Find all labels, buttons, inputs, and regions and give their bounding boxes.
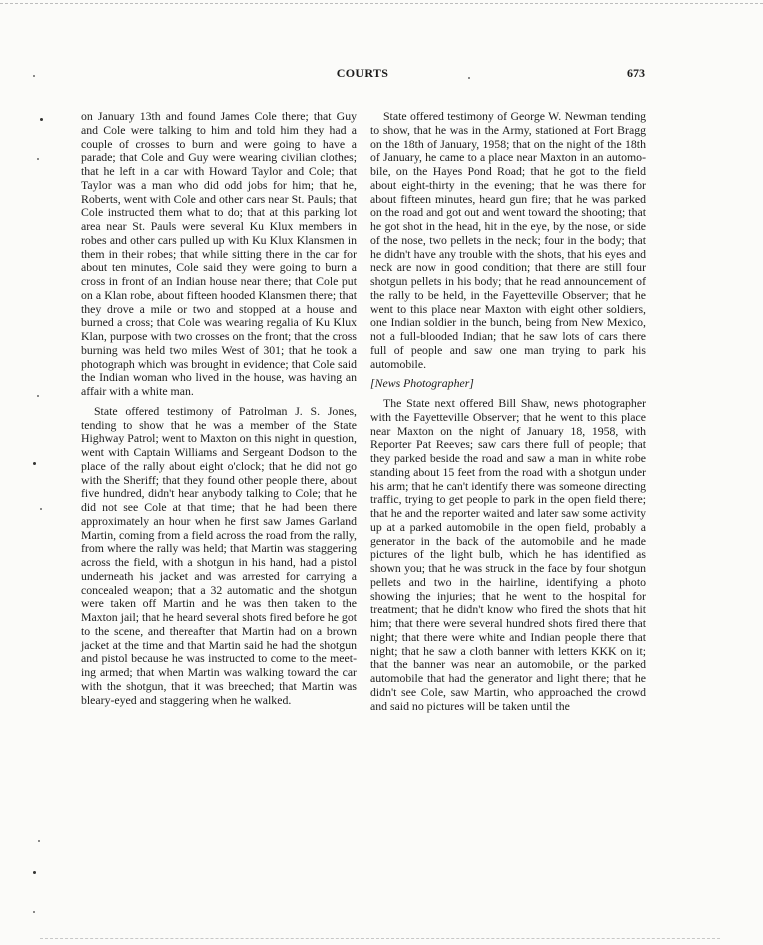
left-paragraph-2: State offered testimony of Patrolman J. S. Jones, tending to show that he was a member of the State Highway Patrol; went to Maxton on this night in question, went with Captain Williams and Sergeant Dodson to the place of the rally about eight o'clock; that he did not go with the Sheriff; that they found other people there, about five hundred, didn't hear anybody talking to Cole; that he did not see Cole at that time; that he had been there approximately an hour when he first saw James Garland Martin, coming from a field across the road from the rally, from where the rally was held; that Martin was staggering across the field, with a shotgun in his hand, had a pistol underneath his jacket and was arrested for carrying a concealed weapon; that a 32 automatic and the shotgun were taken off Martin and he was then taken to the Maxton jail; that he heard several shots fired before he got to the scene, and thereafter that Martin had on a brown jacket at the time and that Martin said he had the shotgun and pistol because he was instructed to come to the meeting armed; that when Martin was walking toward the car with the shotgun, that it was breeched; that Martin was bleary-eyed and staggering when he walked. xyxy=(81,403,357,707)
scan-bottom-edge xyxy=(40,938,720,939)
left-column xyxy=(81,110,357,713)
right-column xyxy=(370,110,646,719)
scan-top-edge xyxy=(0,3,763,4)
margin-speck xyxy=(33,462,36,465)
page-header xyxy=(80,66,645,82)
running-head: COURTS xyxy=(336,66,389,80)
margin-speck xyxy=(33,871,36,874)
margin-speck xyxy=(37,158,39,160)
page-number: 673 xyxy=(627,66,645,80)
margin-speck xyxy=(37,395,39,397)
margin-speck xyxy=(468,77,470,79)
margin-speck xyxy=(33,75,35,77)
margin-speck xyxy=(40,118,43,121)
right-paragraph-1: State offered testimony of George W. Newman tending to show, that he was in the Army, stationed at Fort Bragg on the 18th of January, 1958; that on the night of the 18th of January, he came to a place near Maxton in an automobile, on the Hayes Pond Road; that he got to the field about eight-thirty in the evening; that he was there for about fifteen minutes, heard gun fire; that he was parked on the road and got out and went toward the shooting; that he got shot in the head, hit in the eye, by the nose, or side of the nose, two pellets in the neck; four in the body; that he didn't have any trouble with the shots, that his eyes and neck are now in good condition; that there are still four shotgun pellets in his body; that he read announcement of the rally to be held, in the Fayetteville Observer; that he went to this place near Maxton with eight other soldiers, one Indian soldier in the bunch, being from New Mexico, not a full-blooded Indian; that he saw lots of cars there full of people and saw one man trying to park his automobile. xyxy=(370,109,646,371)
section-subheading: [News Photographer] xyxy=(370,376,474,391)
margin-speck xyxy=(40,508,42,510)
margin-speck xyxy=(38,840,40,842)
left-paragraph-1: on January 13th and found James Cole there; that Guy and Cole were talking to him and told him they had a couple of crosses to burn and were going to have a parade; that Cole and Guy were wearing civilian clothes; that he left in a car with Howard Taylor and Cole; that Taylor was a man who did odd jobs for him; that he, Roberts, went with Cole and other cars near St. Pauls; that Cole instructed them what to do; that at this parking lot area near St. Pauls were several Ku Klux members in robes and other cars pulled up with Ku Klux Klansmen in them in their robes; that while sitting there in the car for about ten minutes, Cole said they were going to burn a cross in front of an Indian house near there; that Cole put on a Klan robe, about fifteen hooded Klansmen there; that they drove a mile or two and stopped at a house and burned a cross; that Cole was wearing regalia of Ku Klux Klan, purpose with two crosses on the front; that the cross burning was held two miles West of 301; that he took a photograph which was brought in evidence; that Cole said the Indian woman who lived in the house, was having an affair with a white man. xyxy=(81,109,357,398)
right-paragraph-2: The State next offered Bill Shaw, news photographer with the Fayetteville Observer; that he went to this place near Maxton on the night of January 18, 1958, with Reporter Pat Reeves; saw cars there full of people; that they parked beside the road and saw a man in white robe standing about 15 feet from the road with a shotgun under his arm; that he can't identify there was someone directing traffic, trying to get people to park in the open field there; that he and the reporter waited and later saw some activity up at a parked automobile in the open field, probably a generator in the back of the automobile and he made pictures of the light bulb, which he has identified as shown you; that he was struck in the face by four shotgun pellets and two in the hairline, identifying a photo showing the injuries; that he went to the hospital for treatment; that he didn't know who fired the shots that hit him; that there were several hundred shots fired there that night; that there were white and Indian people there that night; that he saw a cloth banner with letters KKK on it; that the banner was near an automobile, or the parked automobile that had the generator and light there; that he didn't see Cole, saw Martin, who approached the crowd and said no pictures will be taken until the xyxy=(370,396,646,713)
margin-speck xyxy=(33,911,35,913)
